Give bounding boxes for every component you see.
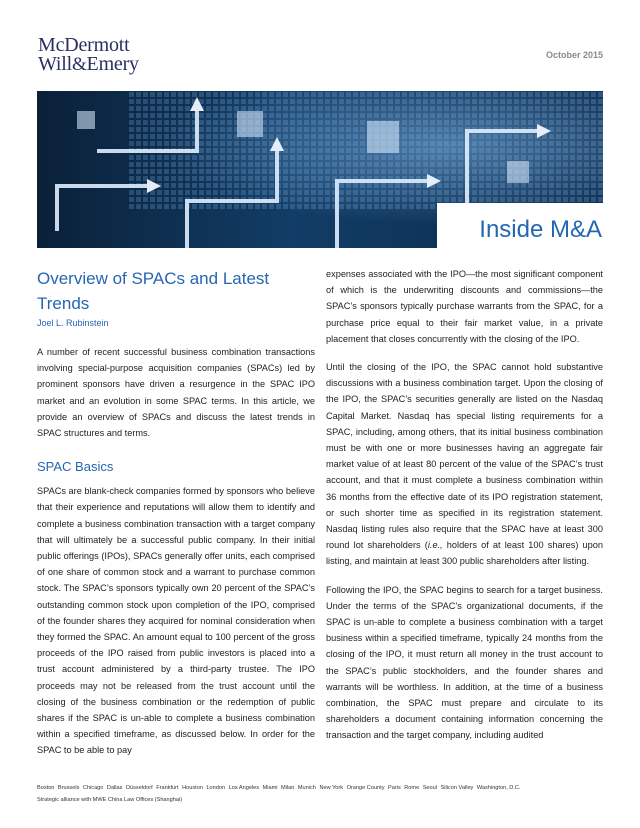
footer bbox=[37, 780, 607, 804]
office-city: Los Angeles bbox=[228, 785, 260, 791]
office-city: Paris bbox=[388, 785, 401, 791]
intro-paragraph: A number of recent successful business combination transactions involving special-purpose acquisition companies (SPACs) led by prominent sponsors have driven a resurgence in the SPAC IPO market and an evolution in some SPAC terms. In this article, we provide an overview of SPACs and discuss the latest trends in SPAC structures and terms. bbox=[37, 347, 315, 439]
right-column bbox=[326, 266, 603, 744]
alliance-note: Strategic alliance with MWE China Law Offices (Shanghai) bbox=[37, 797, 183, 803]
office-cities bbox=[37, 780, 607, 796]
right-paragraph-2: Until the closing of the IPO, the SPAC cannot hold substantive discussions with a business combination target. Upon the closing of the IPO, the SPAC’s securities generally are listed on the Nasdaq Capital Market. Nasdaq has special listing requirements for a SPAC, including, among others, that its initial business combination must be with one or more businesses having an aggregate fair market value of at least 80 percent of the value of the SPAC’s trust account, and that it must complete a business combination within 36 months from the effective date of its IPO registration statement, or such shorter time as specified in its registration statement. Nasdaq listing rules also require that the SPAC have at least 300 round lot shareholders (i.e., holders of at least 100 shares) upon listing, and maintain at least 300 public shareholders after listing. bbox=[326, 362, 603, 567]
author-byline: Joel L. Rubinstein bbox=[37, 318, 109, 328]
office-city: Orange County bbox=[346, 785, 385, 791]
firm-logo bbox=[38, 36, 139, 74]
logo-line-2: Will&Emery bbox=[38, 53, 139, 75]
office-city: Silicon Valley bbox=[440, 785, 474, 791]
article-title: Overview of SPACs and Latest Trends bbox=[37, 269, 270, 313]
office-city: Rome bbox=[404, 785, 420, 791]
office-city: Miami bbox=[262, 785, 278, 791]
office-city: Munich bbox=[297, 785, 316, 791]
right-paragraph-3: Following the IPO, the SPAC begins to search for a target business. Under the terms of the SPAC’s organizational documents, if the SPAC is un-able to complete a business combination with a target business within a specified timeframe, typically 24 months from the closing of the IPO, it must return all money in the trust account to the SPAC’s public stockholders, and the founder shares and warrants will be worthless. In addition, at the time of a business combination, the SPAC must prepare and circulate to its shareholders a document containing information concerning the transaction and the target company, including audited bbox=[326, 584, 603, 741]
issue-date: October 2015 bbox=[545, 50, 603, 60]
office-city: Düsseldorf bbox=[125, 785, 153, 791]
office-city: Frankfurt bbox=[156, 785, 179, 791]
office-city: Houston bbox=[182, 785, 203, 791]
right-paragraph-1: expenses associated with the IPO—the most significant component of which is the underwriting discounts and commissions—the SPAC’s sponsors typically purchase warrants from the SPAC, for a purchase price equal to their fair market value, in a private placement that closes concurrently with the closing of the IPO. bbox=[326, 269, 603, 344]
section-heading: SPAC Basics bbox=[37, 459, 114, 475]
basics-paragraph: SPACs are blank-check companies formed by sponsors who believe that their experience and reputations will allow them to identify and complete a business combination transaction with a target company that will ultimately be a successful public company. In their initial public offerings (IPOs), SPACs generally offer units, each comprised of one share of common stock and a warrant to purchase common stock. The SPAC’s sponsors typically own 20 percent of the SPAC’s outstanding common stock upon completion of the IPO, comprised of the founder shares they acquired for nominal consideration when they formed the SPAC. An amount equal to 100 percent of the gross proceeds of the IPO raised from public investors is placed into a trust account administered by a third-party trustee. The IPO proceeds may not be released from the trust account until the closing of the business combination or the redemption of public shares if the SPAC is un-able to complete a business combination within a specified timeframe, as discussed below. In order for the SPAC to be able to pay bbox=[37, 486, 315, 756]
left-column bbox=[37, 266, 315, 759]
office-city: Washington, D.C. bbox=[476, 785, 521, 791]
office-city: Dallas bbox=[106, 785, 123, 791]
office-city: Boston bbox=[37, 785, 55, 791]
office-city: Milan bbox=[281, 785, 295, 791]
office-city: New York bbox=[319, 785, 344, 791]
office-city: Seoul bbox=[422, 785, 437, 791]
office-city: Chicago bbox=[82, 785, 104, 791]
publication-title: Inside M&A bbox=[479, 216, 602, 243]
office-city: Brussels bbox=[57, 785, 80, 791]
office-city: London bbox=[206, 785, 226, 791]
logo-line-1: McDermott bbox=[38, 34, 130, 56]
